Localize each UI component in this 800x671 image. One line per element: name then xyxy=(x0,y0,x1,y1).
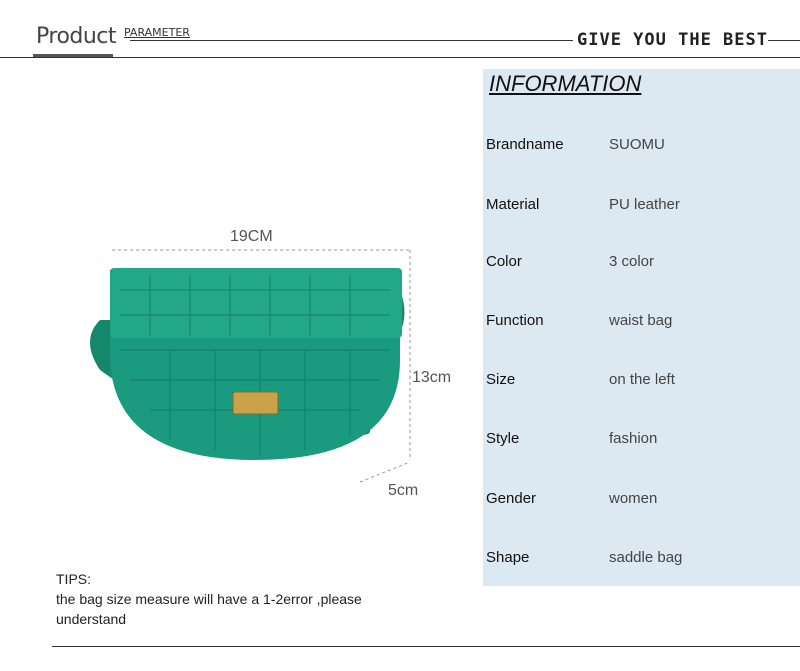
info-value: on the left xyxy=(609,371,675,388)
info-key: Brandname xyxy=(486,136,564,153)
info-key: Gender xyxy=(486,490,537,507)
info-row xyxy=(486,490,786,514)
parameter-label: PARAMETER xyxy=(124,26,190,39)
product-heading: Product xyxy=(36,24,117,49)
information-panel xyxy=(483,69,800,586)
info-value: waist bag xyxy=(609,312,673,329)
width-label: 19CM xyxy=(230,228,273,245)
info-key: Function xyxy=(486,312,544,329)
info-key: Material xyxy=(486,196,540,213)
info-row xyxy=(486,253,786,277)
tips-title: TIPS: xyxy=(56,571,92,587)
info-row xyxy=(486,136,786,160)
tips-text: the bag size measure will have a 1-2error ,please understand xyxy=(56,591,362,627)
info-row xyxy=(486,196,786,220)
info-value: 3 color xyxy=(609,253,655,270)
header-divider-lower xyxy=(0,57,800,58)
height-label: 13cm xyxy=(412,369,452,386)
info-key: Size xyxy=(486,371,516,388)
depth-label: 5cm xyxy=(388,482,419,499)
info-key: Style xyxy=(486,430,520,447)
information-title: INFORMATION xyxy=(489,71,642,96)
tips xyxy=(56,569,416,629)
info-value: women xyxy=(609,490,658,507)
bag-flap xyxy=(110,268,402,338)
info-row xyxy=(486,371,786,395)
bag-buckle xyxy=(233,392,278,414)
tagline: GIVE YOU THE BEST xyxy=(573,30,768,50)
info-row xyxy=(486,549,786,573)
info-value: PU leather xyxy=(609,196,680,213)
info-key: Color xyxy=(486,253,522,270)
info-row xyxy=(486,312,786,336)
footer-divider xyxy=(52,646,800,647)
info-key: Shape xyxy=(486,549,530,566)
info-value: saddle bag xyxy=(609,549,683,566)
info-value: fashion xyxy=(609,430,658,447)
info-row xyxy=(486,430,786,454)
info-value: SUOMU xyxy=(609,136,665,153)
